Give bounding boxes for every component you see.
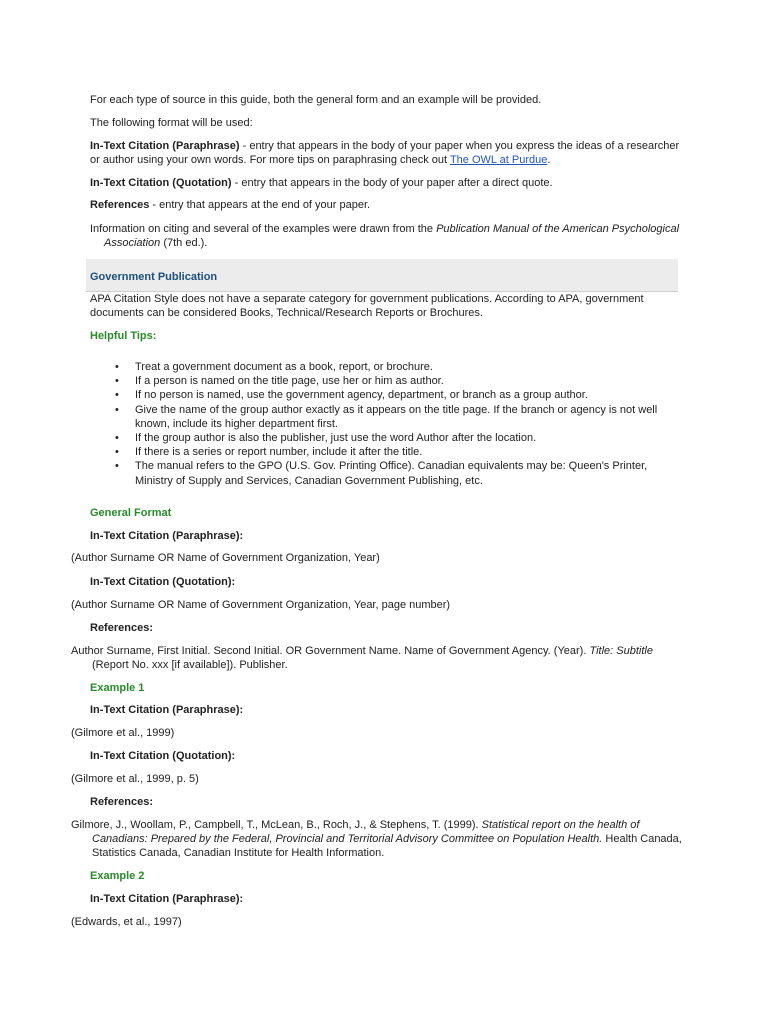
example2-heading: Example 2: [90, 870, 145, 882]
general-quotation-value: (Author Surname OR Name of Government Organization, Year, page number): [71, 599, 451, 611]
section-header-bar: [86, 259, 678, 292]
example1-references-heading: References:: [90, 796, 153, 808]
example1-reference-entry: Gilmore, J., Woollam, P., Campbell, T., McLean, B., Roch, J., & Stephens, T. (1999). Statistical report on the health of Canadians: Prepared by the Federal, Provincial and Territorial Advisory Committee on Population Health. Health Canada, Statistics Canada, Canadian Institute for Health Information.: [71, 819, 682, 859]
example2-paraphrase-value: (Edwards, et al., 1997): [71, 916, 182, 928]
general-references-heading: References:: [90, 622, 153, 634]
general-format-heading: General Format: [90, 507, 172, 519]
bullet-icon: •: [115, 432, 119, 445]
intro-line: For each type of source in this guide, both the general form and an example will be provided.: [90, 94, 542, 106]
bullet-icon: •: [115, 361, 119, 373]
example1-paraphrase-value: (Gilmore et al., 1999): [71, 727, 175, 739]
list-item: • Treat a government document as a book, report, or brochure.: [115, 361, 433, 373]
general-paraphrase-heading: In-Text Citation (Paraphrase):: [90, 530, 244, 542]
list-item: • If the group author is also the publisher, just use the word Author after the location.: [115, 432, 537, 445]
paraphrase-definition: In-Text Citation (Paraphrase) - entry that appears in the body of your paper when you express the ideas of a researcher or author using your own words. For more tips on paraphrasing check out The OWL at Purdue.: [90, 140, 680, 166]
list-item: • Give the name of the group author exactly as it appears on the title page. If the branch or agency is not well known, include its higher department first.: [115, 403, 658, 430]
bullet-icon: •: [115, 403, 119, 416]
example1-quotation-heading: In-Text Citation (Quotation):: [90, 750, 236, 762]
intro-format-line: The following format will be used:: [90, 117, 253, 129]
general-paraphrase-value: (Author Surname OR Name of Government Organization, Year): [71, 552, 380, 564]
reference-title: Statistical report on the health of Canadians: Prepared by the Federal, Provincial and Territorial Advisory Committee on Population Health.: [92, 819, 640, 845]
references-definition: References - entry that appears at the end of your paper.: [90, 199, 371, 211]
owl-purdue-link[interactable]: The OWL at Purdue: [449, 154, 548, 166]
quotation-label: In-Text Citation (Quotation): [90, 177, 232, 189]
general-quotation-heading: In-Text Citation (Quotation):: [90, 576, 236, 588]
bullet-icon: •: [115, 375, 119, 388]
list-item: • If there is a series or report number, include it after the title.: [115, 446, 423, 459]
source-info: Information on citing and several of the examples were drawn from the Publication Manual of the American Psychological Association (7th ed.).: [90, 223, 680, 249]
example1-quotation-value: (Gilmore et al., 1999, p. 5): [71, 773, 199, 785]
example1-paraphrase-heading: In-Text Citation (Paraphrase):: [90, 704, 244, 716]
list-item: • If no person is named, use the government agency, department, or branch as a group author.: [115, 389, 588, 402]
reference-title: Title: Subtitle: [589, 645, 653, 657]
list-item: • The manual refers to the GPO (U.S. Gov. Printing Office). Canadian equivalents may be: Queen's Printer, Ministry of Supply and Services, Canadian Government Publishing, etc.: [115, 460, 648, 487]
bullet-icon: •: [115, 460, 119, 473]
bullet-icon: •: [115, 446, 119, 459]
helpful-tips-heading: Helpful Tips:: [90, 330, 157, 342]
example1-heading: Example 1: [90, 682, 145, 694]
list-item: • If a person is named on the title page, use her or him as author.: [115, 375, 444, 388]
paraphrase-label: In-Text Citation (Paraphrase): [90, 140, 240, 152]
helpful-tips-list: [115, 360, 685, 488]
section-title: Government Publication: [90, 271, 218, 283]
quotation-definition: In-Text Citation (Quotation) - entry that appears in the body of your paper after a direct quote.: [90, 177, 553, 189]
references-label: References: [90, 199, 150, 211]
bullet-icon: •: [115, 389, 119, 402]
general-reference-entry: Author Surname, First Initial. Second Initial. OR Government Name. Name of Government Agency. (Year). Title: Subtitle (Report No. xxx [if available]). Publisher.: [71, 645, 653, 671]
section-description: APA Citation Style does not have a separate category for government publications. According to APA, government documents can be considered Books, Technical/Research Reports or Brochures.: [90, 293, 644, 319]
example2-paraphrase-heading: In-Text Citation (Paraphrase):: [90, 893, 244, 905]
manual-title: Publication Manual of the American Psychological Association: [104, 223, 680, 249]
paraphrase-text: - entry that appears in the body of your paper when you express the ideas of a researcher or author using your own words. For more tips on paraphrasing check out: [90, 140, 680, 166]
